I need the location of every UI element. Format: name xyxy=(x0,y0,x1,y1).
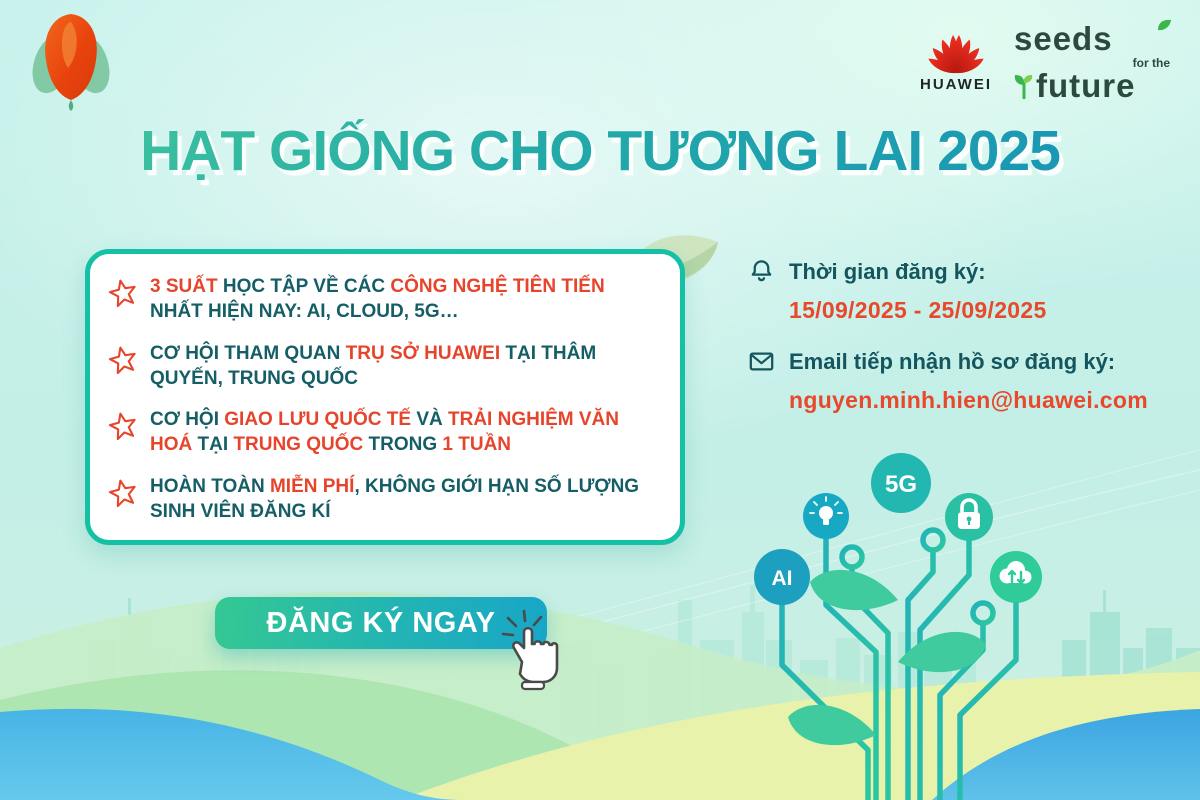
benefit-text: CƠ HỘI GIAO LƯU QUỐC TẾ VÀ TRẢI NGHIỆM VĂN HOÁ TẠI TRUNG QUỐC TRONG 1 TUẦN xyxy=(150,409,625,456)
benefit-item xyxy=(108,341,656,391)
star-icon xyxy=(108,278,138,308)
seeds-word-small: for the xyxy=(1132,56,1170,70)
5g-node-label: 5G xyxy=(884,471,918,498)
sprout-icon xyxy=(1014,73,1034,99)
star-icon xyxy=(108,345,138,375)
register-button[interactable]: ĐĂNG KÝ NGAY xyxy=(215,597,547,649)
lock-icon xyxy=(945,493,993,541)
event-logo xyxy=(28,8,114,112)
mail-icon xyxy=(748,348,775,375)
registration-info xyxy=(748,258,1168,438)
ai-node-label: AI xyxy=(771,567,793,590)
page-title: HẠT GIỐNG CHO TƯƠNG LAI 2025 xyxy=(0,118,1200,184)
benefit-item xyxy=(108,407,656,457)
benefit-text: CƠ HỘI THAM QUAN TRỤ SỞ HUAWEI TẠI THÂM QUYẾN, TRUNG QUỐC xyxy=(150,342,602,389)
benefit-item xyxy=(108,474,656,524)
cloud-sync-icon xyxy=(990,551,1042,603)
tech-node-5g xyxy=(871,453,931,513)
email-value: nguyen.minh.hien@huawei.com xyxy=(789,387,1148,413)
lightbulb-icon xyxy=(803,493,849,539)
email-row xyxy=(748,348,1168,375)
bell-icon xyxy=(748,258,775,285)
benefit-text: HOÀN TOÀN MIỄN PHÍ, KHÔNG GIỚI HẠN SỐ LƯỢNG SINH VIÊN ĐĂNG KÍ xyxy=(150,475,645,522)
brand-logos xyxy=(920,22,1170,102)
time-value: 15/09/2025 - 25/09/2025 xyxy=(789,297,1047,323)
seeds-for-the-future-logo xyxy=(1014,22,1170,102)
benefit-text: 3 SUẤT HỌC TẬP VỀ CÁC CÔNG NGHỆ TIÊN TIẾN NHẤT HIỆN NAY: AI, CLOUD, 5G… xyxy=(150,276,610,323)
huawei-logo xyxy=(920,32,992,93)
huawei-flower-icon xyxy=(924,32,988,74)
huawei-wordmark: HUAWEI xyxy=(920,75,992,93)
seeds-word: seeds xyxy=(1014,20,1113,57)
benefits-card xyxy=(85,249,685,545)
seed-leaf-icon xyxy=(1156,18,1172,32)
time-label: Thời gian đăng ký: xyxy=(789,258,986,284)
email-label: Email tiếp nhận hồ sơ đăng ký: xyxy=(789,348,1116,374)
future-word: future xyxy=(1036,67,1136,104)
tech-node-ai xyxy=(754,549,810,605)
time-row xyxy=(748,258,1168,285)
bottom-waves xyxy=(0,592,1200,800)
benefit-item xyxy=(108,274,656,324)
star-icon xyxy=(108,411,138,441)
star-icon xyxy=(108,478,138,508)
